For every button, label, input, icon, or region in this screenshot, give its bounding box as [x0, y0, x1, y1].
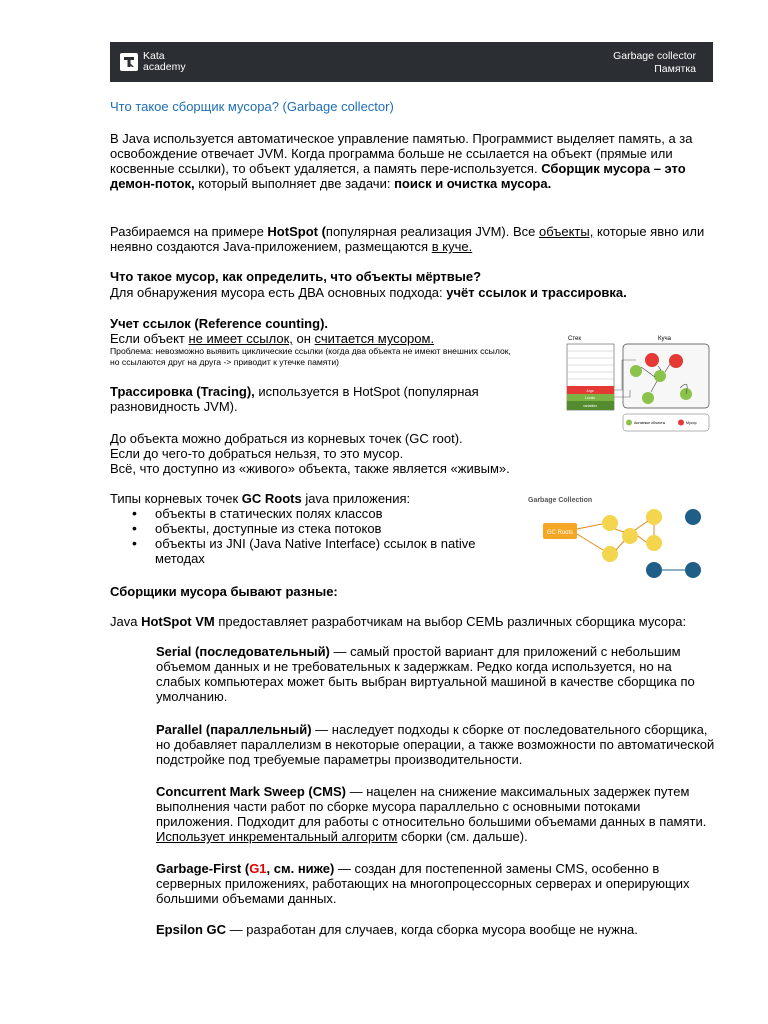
live-object [602, 546, 618, 562]
collectors-intro: Java HotSpot VM предоставляет разработчикам на выбор СЕМЬ различных сборщика мусора: [110, 614, 687, 629]
svg-text:Активные объекты: Активные объекты [634, 421, 666, 425]
document-header [110, 42, 713, 82]
svg-text:Locals: Locals [584, 396, 596, 400]
section-title: Что такое сборщик мусора? (Garbage collector) [110, 99, 394, 114]
reachability-paragraph: До объекта можно добраться из корневых точек (GC root). Если до чего-то добраться нельзя, то это мусор. Всё, что доступно из «живого» объекта, также является «живым». [110, 431, 510, 476]
live-object [646, 535, 662, 551]
dead-object [685, 509, 701, 525]
live-object [602, 515, 618, 531]
dead-object [646, 562, 662, 578]
legend-active-marker [626, 420, 632, 426]
stack-label: Стек [568, 336, 581, 342]
legend-garbage-marker [678, 420, 684, 426]
gc-diagram-title: Garbage Collection [528, 497, 593, 504]
svg-text:variables: variables [582, 404, 598, 408]
collector-serial: Serial (последовательный) — самый простой вариант для приложений с небольшим объемом данных и не требовательных к задержкам. Редко когда используется, но на слабых компьютерах может быть выбран виртуальной машиной в качестве сборщика по умолчанию. [156, 644, 695, 704]
collector-g1: Garbage-First (G1, см. ниже) — создан для постепенной замены CMS, особенно в серверных приложениях, работающих на многопроцессорных серверах и оперирующих большими объемами данных. [156, 861, 690, 906]
svg-text:Args: Args [586, 389, 594, 393]
hotspot-paragraph: Разбираемся на примере HotSpot (популярная реализация JVM). Все объекты, которые явно или неявно создаются Java-приложением, размещаются в куче. [110, 224, 705, 254]
svg-text:Мусор: Мусор [686, 421, 697, 425]
garbage-approaches: Для обнаружения мусора есть ДВА основных подхода: учёт ссылок и трассировка. [110, 285, 627, 300]
stack-heap-diagram [562, 330, 714, 434]
collector-epsilon: Epsilon GC — разработан для случаев, когда сборка мусора вообще не нужна. [156, 922, 638, 937]
dead-object [685, 562, 701, 578]
heap-label: Куча [658, 336, 671, 342]
brand-name: Kata academy [143, 50, 186, 73]
refcount-heading: Учет ссылок (Reference counting). [110, 316, 329, 331]
heap-garbage-object [669, 354, 683, 368]
collectors-heading: Сборщики мусора бывают разные: [110, 584, 338, 599]
heap-live-object [654, 370, 666, 382]
tracing-paragraph: Трассировка (Tracing), используется в HotSpot (популярная разновидность JVM). [110, 384, 479, 414]
heap-garbage-object [645, 353, 659, 367]
collector-cms: Concurrent Mark Sweep (CMS) — нацелен на снижение максимальных задержек путем выполнения части работ по сборке мусора параллельно с основными потоками приложения. Подходит для работы с относительно большими объемами данных в памяти. Использует инкрементальный алгоритм сборки (см. дальше). [156, 784, 707, 844]
intro-paragraph: В Java используется автоматическое управление памятью. Программист выделяет память, а за освобождение отвечает JVM. Когда программа больше не ссылается на объект (прямые или косвенные ссылки), то объект удаляется, а память пере-используется. Сборщик мусора – это демон-поток, который выполняет две задачи: поиск и очистка мусора. [110, 131, 693, 191]
heap-live-object [642, 392, 654, 404]
roots-list [132, 506, 522, 566]
live-object [646, 509, 662, 525]
roots-intro: Типы корневых точек GC Roots java приложения: [110, 491, 411, 506]
live-object [622, 528, 638, 544]
heap-live-object [630, 365, 642, 377]
garbage-heading: Что такое мусор, как определить, что объекты мёртвые? [110, 269, 482, 284]
refcount-text: Если объект не имеет ссылок, он считается мусором. [110, 331, 435, 346]
list-item: • объекты в статических полях классов [132, 506, 522, 521]
list-item: • объекты, доступные из стека потоков [132, 521, 522, 536]
header-title: Garbage collector Памятка [613, 50, 696, 75]
list-item: • объекты из JNI (Java Native Interface) ссылок в native методах [132, 536, 522, 566]
refcount-problem: Проблема: невозможно выявить циклические ссылки (когда два объекта не имеют внешних ссылок, но ссылаются друг на друга -> приводит к утечке памяти) [110, 346, 511, 367]
collector-parallel: Parallel (параллельный) — наследует подходы к сборке от последовательного сборщика, но добавляет параллелизм в некоторые операции, а также возможности по автоматической подстройке под требуемые параметры производительности. [156, 722, 715, 767]
svg-text:GC Roots: GC Roots [546, 530, 574, 536]
garbage-collection-diagram [525, 492, 715, 588]
kata-logo-icon [120, 53, 138, 71]
